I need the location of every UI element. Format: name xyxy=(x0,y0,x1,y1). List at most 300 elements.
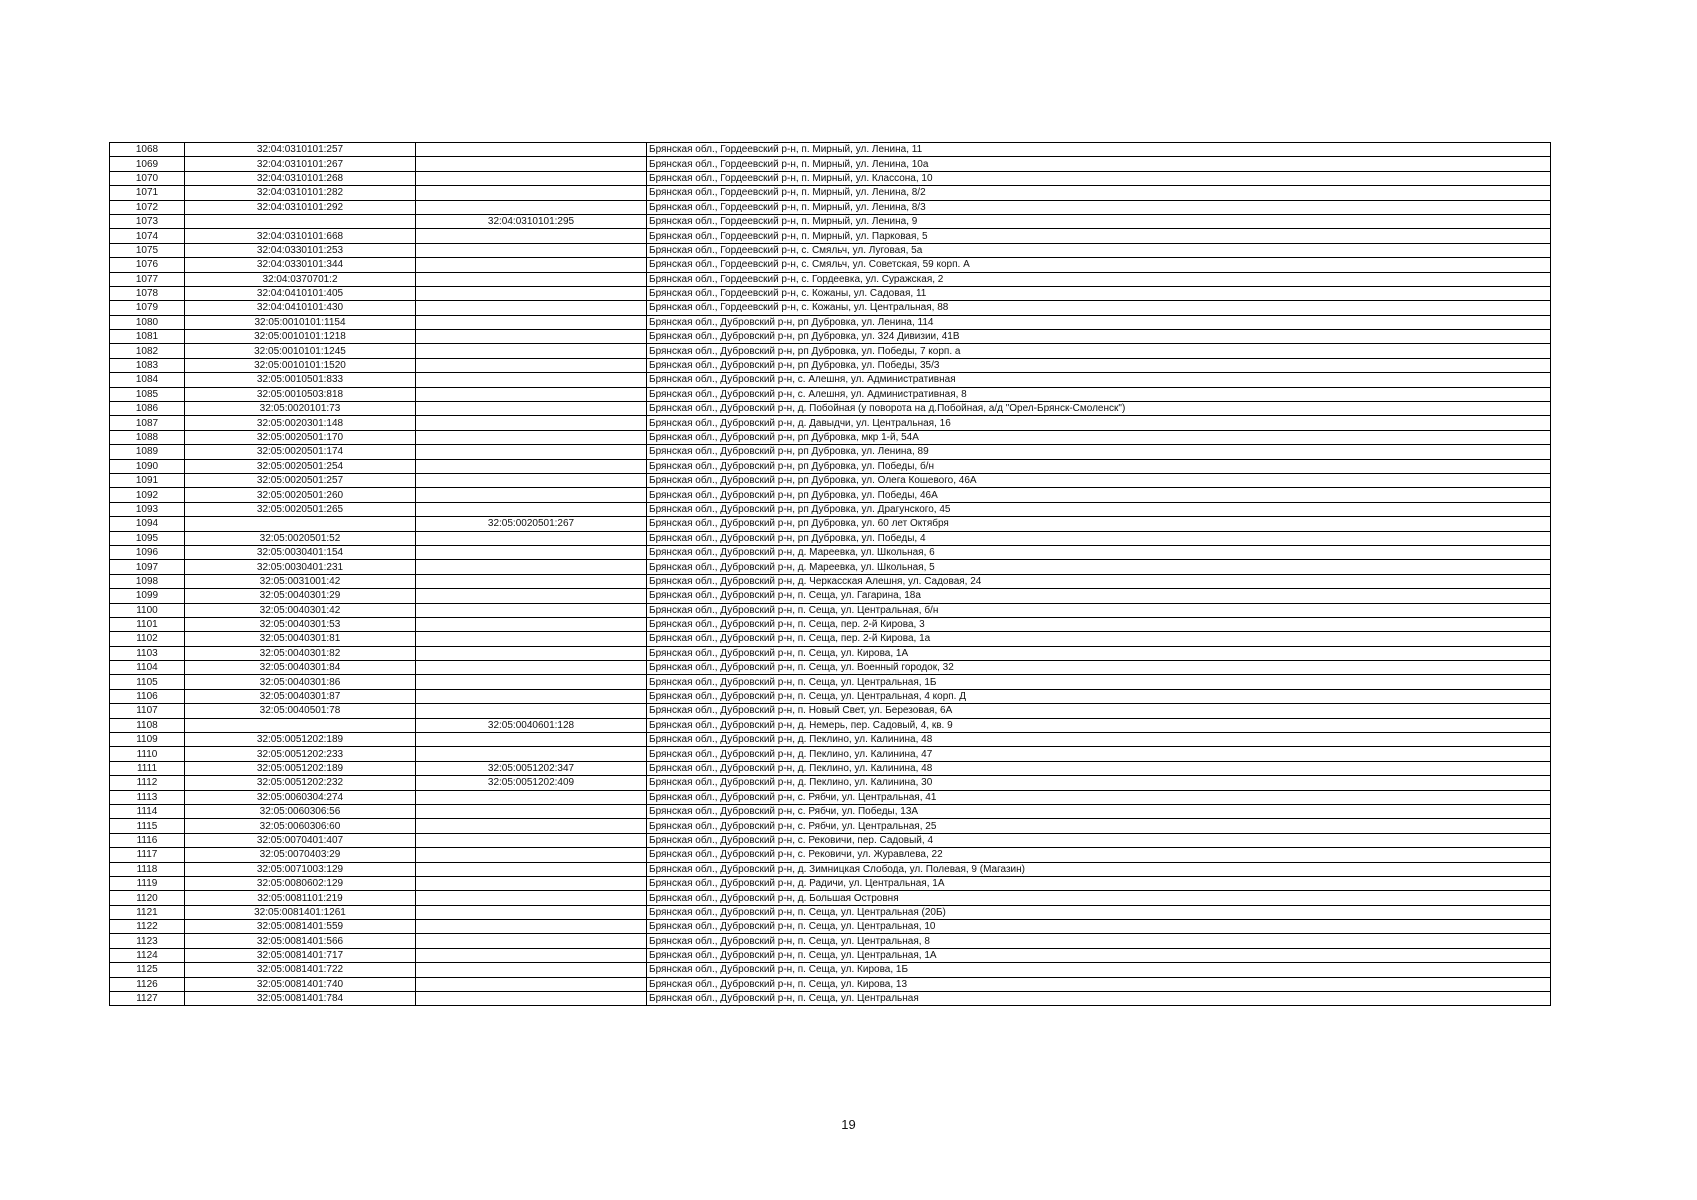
table-row xyxy=(110,430,1551,444)
related-cadastral-number-cell xyxy=(416,905,647,919)
row-number-cell: 1077 xyxy=(110,272,185,286)
address-cell: Брянская обл., Дубровский р-н, п. Сеща, ул. Центральная, 1Б xyxy=(647,675,1551,689)
address-cell: Брянская обл., Дубровский р-н, с. Рябчи, ул. Центральная, 25 xyxy=(647,819,1551,833)
address-cell: Брянская обл., Дубровский р-н, рп Дубровка, ул. Победы, 4 xyxy=(647,531,1551,545)
table-row xyxy=(110,733,1551,747)
address-cell: Брянская обл., Гордеевский р-н, с. Смяльч, ул. Советская, 59 корп. А xyxy=(647,258,1551,272)
table-row xyxy=(110,229,1551,243)
related-cadastral-number-cell xyxy=(416,258,647,272)
table-row xyxy=(110,646,1551,660)
address-cell: Брянская обл., Дубровский р-н, п. Сеща, ул. Центральная, б/н xyxy=(647,603,1551,617)
table-row xyxy=(110,862,1551,876)
related-cadastral-number-cell xyxy=(416,445,647,459)
row-number-cell: 1109 xyxy=(110,733,185,747)
related-cadastral-number-cell xyxy=(416,603,647,617)
cadastral-number-cell: 32:05:0040301:86 xyxy=(185,675,416,689)
related-cadastral-number-cell xyxy=(416,560,647,574)
cadastral-number-cell: 32:05:0070401:407 xyxy=(185,833,416,847)
table-row xyxy=(110,373,1551,387)
table-row xyxy=(110,675,1551,689)
table-row xyxy=(110,344,1551,358)
cadastral-number-cell: 32:05:0020501:254 xyxy=(185,459,416,473)
row-number-cell: 1108 xyxy=(110,718,185,732)
address-cell: Брянская обл., Дубровский р-н, д. Давыдчи, ул. Центральная, 16 xyxy=(647,416,1551,430)
row-number-cell: 1075 xyxy=(110,243,185,257)
table-row xyxy=(110,617,1551,631)
table-row xyxy=(110,876,1551,890)
cadastral-number-cell: 32:05:0081401:559 xyxy=(185,920,416,934)
cadastral-number-cell: 32:05:0010101:1154 xyxy=(185,315,416,329)
address-cell: Брянская обл., Дубровский р-н, с. Рябчи, ул. Центральная, 41 xyxy=(647,790,1551,804)
table-row xyxy=(110,804,1551,818)
table-row xyxy=(110,488,1551,502)
table-row xyxy=(110,517,1551,531)
row-number-cell: 1114 xyxy=(110,804,185,818)
address-cell: Брянская обл., Дубровский р-н, д. Побойная (у поворота на д.Побойная, а/д "Орел-Брянск-Смоленск") xyxy=(647,402,1551,416)
related-cadastral-number-cell xyxy=(416,143,647,157)
table-row xyxy=(110,761,1551,775)
registry-table xyxy=(109,142,1551,1006)
address-cell: Брянская обл., Гордеевский р-н, п. Мирный, ул. Ленина, 10а xyxy=(647,157,1551,171)
related-cadastral-number-cell xyxy=(416,992,647,1006)
row-number-cell: 1127 xyxy=(110,992,185,1006)
table-row xyxy=(110,200,1551,214)
row-number-cell: 1093 xyxy=(110,502,185,516)
address-cell: Брянская обл., Дубровский р-н, рп Дубровка, ул. Ленина, 114 xyxy=(647,315,1551,329)
address-cell: Брянская обл., Дубровский р-н, д. Пеклино, ул. Калинина, 48 xyxy=(647,733,1551,747)
cadastral-number-cell: 32:05:0031001:42 xyxy=(185,574,416,588)
cadastral-number-cell: 32:05:0080602:129 xyxy=(185,876,416,890)
table-row xyxy=(110,330,1551,344)
cadastral-number-cell: 32:05:0040301:84 xyxy=(185,661,416,675)
cadastral-number-cell: 32:04:0410101:405 xyxy=(185,286,416,300)
related-cadastral-number-cell xyxy=(416,200,647,214)
address-cell: Брянская обл., Дубровский р-н, д. Большая Островня xyxy=(647,891,1551,905)
row-number-cell: 1082 xyxy=(110,344,185,358)
address-cell: Брянская обл., Дубровский р-н, рп Дубровка, ул. Победы, 35/3 xyxy=(647,358,1551,372)
table-row xyxy=(110,545,1551,559)
row-number-cell: 1084 xyxy=(110,373,185,387)
related-cadastral-number-cell xyxy=(416,330,647,344)
address-cell: Брянская обл., Дубровский р-н, п. Сеща, ул. Центральная xyxy=(647,992,1551,1006)
related-cadastral-number-cell xyxy=(416,243,647,257)
row-number-cell: 1095 xyxy=(110,531,185,545)
table-row xyxy=(110,387,1551,401)
cadastral-number-cell: 32:05:0020501:260 xyxy=(185,488,416,502)
related-cadastral-number-cell xyxy=(416,920,647,934)
address-cell: Брянская обл., Дубровский р-н, п. Сеща, ул. Центральная (20Б) xyxy=(647,905,1551,919)
cadastral-number-cell: 32:05:0051202:233 xyxy=(185,747,416,761)
address-cell: Брянская обл., Гордеевский р-н, п. Мирный, ул. Ленина, 9 xyxy=(647,214,1551,228)
related-cadastral-number-cell xyxy=(416,589,647,603)
table-row xyxy=(110,531,1551,545)
related-cadastral-number-cell xyxy=(416,531,647,545)
row-number-cell: 1101 xyxy=(110,617,185,631)
related-cadastral-number-cell xyxy=(416,286,647,300)
row-number-cell: 1099 xyxy=(110,589,185,603)
related-cadastral-number-cell xyxy=(416,402,647,416)
row-number-cell: 1071 xyxy=(110,186,185,200)
related-cadastral-number-cell xyxy=(416,459,647,473)
related-cadastral-number-cell: 32:05:0051202:347 xyxy=(416,761,647,775)
cadastral-number-cell: 32:05:0030401:154 xyxy=(185,545,416,559)
cadastral-number-cell: 32:04:0310101:257 xyxy=(185,143,416,157)
table-row xyxy=(110,473,1551,487)
related-cadastral-number-cell xyxy=(416,891,647,905)
table-row xyxy=(110,661,1551,675)
related-cadastral-number-cell xyxy=(416,272,647,286)
cadastral-number-cell: 32:05:0081401:740 xyxy=(185,977,416,991)
related-cadastral-number-cell xyxy=(416,473,647,487)
related-cadastral-number-cell xyxy=(416,804,647,818)
table-row xyxy=(110,934,1551,948)
related-cadastral-number-cell xyxy=(416,416,647,430)
table-row xyxy=(110,776,1551,790)
row-number-cell: 1070 xyxy=(110,171,185,185)
table-row xyxy=(110,459,1551,473)
cadastral-number-cell: 32:04:0330101:344 xyxy=(185,258,416,272)
cadastral-number-cell: 32:05:0040301:29 xyxy=(185,589,416,603)
related-cadastral-number-cell: 32:05:0020501:267 xyxy=(416,517,647,531)
address-cell: Брянская обл., Гордеевский р-н, п. Мирный, ул. Ленина, 8/2 xyxy=(647,186,1551,200)
row-number-cell: 1110 xyxy=(110,747,185,761)
cadastral-number-cell: 32:04:0310101:282 xyxy=(185,186,416,200)
table-row xyxy=(110,214,1551,228)
address-cell: Брянская обл., Дубровский р-н, рп Дубровка, ул. Олега Кошевого, 46А xyxy=(647,473,1551,487)
table-row xyxy=(110,445,1551,459)
table-row xyxy=(110,143,1551,157)
table-row xyxy=(110,157,1551,171)
cadastral-number-cell: 32:05:0071003:129 xyxy=(185,862,416,876)
cadastral-number-cell xyxy=(185,517,416,531)
cadastral-number-cell: 32:05:0070403:29 xyxy=(185,848,416,862)
page-number: 19 xyxy=(841,1117,856,1132)
row-number-cell: 1086 xyxy=(110,402,185,416)
related-cadastral-number-cell xyxy=(416,545,647,559)
related-cadastral-number-cell xyxy=(416,848,647,862)
address-cell: Брянская обл., Гордеевский р-н, п. Мирный, ул. Классона, 10 xyxy=(647,171,1551,185)
address-cell: Брянская обл., Дубровский р-н, п. Сеща, ул. Военный городок, 32 xyxy=(647,661,1551,675)
cadastral-number-cell: 32:05:0020501:52 xyxy=(185,531,416,545)
address-cell: Брянская обл., Дубровский р-н, д. Зимницкая Слобода, ул. Полевая, 9 (Магазин) xyxy=(647,862,1551,876)
row-number-cell: 1105 xyxy=(110,675,185,689)
cadastral-number-cell: 32:05:0081401:722 xyxy=(185,963,416,977)
cadastral-number-cell: 32:05:0010101:1520 xyxy=(185,358,416,372)
table-row xyxy=(110,171,1551,185)
row-number-cell: 1117 xyxy=(110,848,185,862)
cadastral-number-cell: 32:05:0020501:265 xyxy=(185,502,416,516)
address-cell: Брянская обл., Гордеевский р-н, с. Смяльч, ул. Луговая, 5а xyxy=(647,243,1551,257)
table-row xyxy=(110,258,1551,272)
table-row xyxy=(110,402,1551,416)
row-number-cell: 1085 xyxy=(110,387,185,401)
address-cell: Брянская обл., Дубровский р-н, рп Дубровка, ул. Победы, б/н xyxy=(647,459,1551,473)
row-number-cell: 1079 xyxy=(110,301,185,315)
address-cell: Брянская обл., Гордеевский р-н, с. Кожаны, ул. Центральная, 88 xyxy=(647,301,1551,315)
address-cell: Брянская обл., Дубровский р-н, рп Дубровка, ул. Драгунского, 45 xyxy=(647,502,1551,516)
cadastral-number-cell: 32:05:0081401:1261 xyxy=(185,905,416,919)
related-cadastral-number-cell xyxy=(416,733,647,747)
row-number-cell: 1119 xyxy=(110,876,185,890)
related-cadastral-number-cell xyxy=(416,157,647,171)
address-cell: Брянская обл., Гордеевский р-н, п. Мирный, ул. Ленина, 8/3 xyxy=(647,200,1551,214)
table-row xyxy=(110,502,1551,516)
address-cell: Брянская обл., Дубровский р-н, п. Сеща, ул. Кирова, 1А xyxy=(647,646,1551,660)
cadastral-number-cell: 32:05:0040301:87 xyxy=(185,689,416,703)
address-cell: Брянская обл., Дубровский р-н, с. Рековичи, пер. Садовый, 4 xyxy=(647,833,1551,847)
related-cadastral-number-cell xyxy=(416,977,647,991)
cadastral-number-cell: 32:04:0370701:2 xyxy=(185,272,416,286)
row-number-cell: 1081 xyxy=(110,330,185,344)
related-cadastral-number-cell xyxy=(416,387,647,401)
address-cell: Брянская обл., Дубровский р-н, с. Рябчи, ул. Победы, 13А xyxy=(647,804,1551,818)
table-row xyxy=(110,603,1551,617)
table-row xyxy=(110,790,1551,804)
cadastral-number-cell: 32:05:0040301:53 xyxy=(185,617,416,631)
related-cadastral-number-cell xyxy=(416,833,647,847)
cadastral-number-cell: 32:05:0010503:818 xyxy=(185,387,416,401)
address-cell: Брянская обл., Дубровский р-н, рп Дубровка, ул. Ленина, 89 xyxy=(647,445,1551,459)
row-number-cell: 1113 xyxy=(110,790,185,804)
row-number-cell: 1074 xyxy=(110,229,185,243)
table-row xyxy=(110,358,1551,372)
related-cadastral-number-cell xyxy=(416,646,647,660)
related-cadastral-number-cell xyxy=(416,747,647,761)
table-row xyxy=(110,819,1551,833)
address-cell: Брянская обл., Дубровский р-н, рп Дубровка, ул. 324 Дивизии, 41В xyxy=(647,330,1551,344)
table-row xyxy=(110,186,1551,200)
cadastral-number-cell: 32:05:0081101:219 xyxy=(185,891,416,905)
table-row xyxy=(110,589,1551,603)
address-cell: Брянская обл., Дубровский р-н, д. Радичи, ул. Центральная, 1А xyxy=(647,876,1551,890)
row-number-cell: 1116 xyxy=(110,833,185,847)
table-row xyxy=(110,574,1551,588)
table-row xyxy=(110,718,1551,732)
row-number-cell: 1073 xyxy=(110,214,185,228)
row-number-cell: 1106 xyxy=(110,689,185,703)
related-cadastral-number-cell xyxy=(416,574,647,588)
row-number-cell: 1098 xyxy=(110,574,185,588)
cadastral-number-cell: 32:04:0310101:668 xyxy=(185,229,416,243)
cadastral-number-cell: 32:05:0040301:42 xyxy=(185,603,416,617)
address-cell: Брянская обл., Дубровский р-н, д. Пеклино, ул. Калинина, 47 xyxy=(647,747,1551,761)
address-cell: Брянская обл., Дубровский р-н, п. Сеща, ул. Центральная, 8 xyxy=(647,934,1551,948)
cadastral-number-cell: 32:05:0040301:81 xyxy=(185,632,416,646)
address-cell: Брянская обл., Дубровский р-н, п. Сеща, ул. Центральная, 4 корп. Д xyxy=(647,689,1551,703)
row-number-cell: 1087 xyxy=(110,416,185,430)
related-cadastral-number-cell xyxy=(416,502,647,516)
address-cell: Брянская обл., Дубровский р-н, п. Новый Свет, ул. Березовая, 6А xyxy=(647,704,1551,718)
cadastral-number-cell: 32:05:0081401:784 xyxy=(185,992,416,1006)
row-number-cell: 1094 xyxy=(110,517,185,531)
address-cell: Брянская обл., Дубровский р-н, д. Пеклино, ул. Калинина, 30 xyxy=(647,776,1551,790)
table-row xyxy=(110,963,1551,977)
address-cell: Брянская обл., Дубровский р-н, п. Сеща, ул. Центральная, 1А xyxy=(647,948,1551,962)
address-cell: Брянская обл., Дубровский р-н, с. Рековичи, ул. Журавлева, 22 xyxy=(647,848,1551,862)
related-cadastral-number-cell xyxy=(416,229,647,243)
cadastral-number-cell: 32:04:0310101:268 xyxy=(185,171,416,185)
table-row xyxy=(110,920,1551,934)
address-cell: Брянская обл., Дубровский р-н, с. Алешня, ул. Административная xyxy=(647,373,1551,387)
row-number-cell: 1120 xyxy=(110,891,185,905)
cadastral-number-cell: 32:05:0081401:717 xyxy=(185,948,416,962)
related-cadastral-number-cell xyxy=(416,704,647,718)
table-row xyxy=(110,286,1551,300)
row-number-cell: 1068 xyxy=(110,143,185,157)
related-cadastral-number-cell xyxy=(416,963,647,977)
cadastral-number-cell: 32:05:0010101:1218 xyxy=(185,330,416,344)
table-row xyxy=(110,301,1551,315)
cadastral-number-cell xyxy=(185,718,416,732)
row-number-cell: 1083 xyxy=(110,358,185,372)
row-number-cell: 1121 xyxy=(110,905,185,919)
address-cell: Брянская обл., Дубровский р-н, д. Мареевка, ул. Школьная, 5 xyxy=(647,560,1551,574)
row-number-cell: 1100 xyxy=(110,603,185,617)
related-cadastral-number-cell xyxy=(416,358,647,372)
table-row xyxy=(110,891,1551,905)
cadastral-number-cell: 32:05:0020501:257 xyxy=(185,473,416,487)
table-row xyxy=(110,416,1551,430)
cadastral-number-cell: 32:05:0030401:231 xyxy=(185,560,416,574)
row-number-cell: 1090 xyxy=(110,459,185,473)
row-number-cell: 1102 xyxy=(110,632,185,646)
row-number-cell: 1069 xyxy=(110,157,185,171)
cadastral-number-cell: 32:05:0020501:174 xyxy=(185,445,416,459)
related-cadastral-number-cell xyxy=(416,661,647,675)
related-cadastral-number-cell xyxy=(416,632,647,646)
row-number-cell: 1080 xyxy=(110,315,185,329)
cadastral-number-cell: 32:05:0010501:833 xyxy=(185,373,416,387)
table-row xyxy=(110,992,1551,1006)
row-number-cell: 1096 xyxy=(110,545,185,559)
row-number-cell: 1091 xyxy=(110,473,185,487)
related-cadastral-number-cell xyxy=(416,862,647,876)
related-cadastral-number-cell xyxy=(416,617,647,631)
row-number-cell: 1089 xyxy=(110,445,185,459)
cadastral-number-cell: 32:05:0060306:56 xyxy=(185,804,416,818)
address-cell: Брянская обл., Дубровский р-н, рп Дубровка, ул. Победы, 7 корп. а xyxy=(647,344,1551,358)
address-cell: Брянская обл., Гордеевский р-н, п. Мирный, ул. Ленина, 11 xyxy=(647,143,1551,157)
row-number-cell: 1092 xyxy=(110,488,185,502)
row-number-cell: 1126 xyxy=(110,977,185,991)
row-number-cell: 1115 xyxy=(110,819,185,833)
row-number-cell: 1111 xyxy=(110,761,185,775)
related-cadastral-number-cell xyxy=(416,948,647,962)
cadastral-number-cell: 32:05:0060304:274 xyxy=(185,790,416,804)
cadastral-number-cell: 32:05:0020301:148 xyxy=(185,416,416,430)
related-cadastral-number-cell xyxy=(416,790,647,804)
address-cell: Брянская обл., Дубровский р-н, п. Сеща, ул. Гагарина, 18а xyxy=(647,589,1551,603)
related-cadastral-number-cell xyxy=(416,819,647,833)
cadastral-number-cell: 32:05:0051202:189 xyxy=(185,733,416,747)
row-number-cell: 1118 xyxy=(110,862,185,876)
cadastral-number-cell: 32:05:0040501:78 xyxy=(185,704,416,718)
cadastral-number-cell: 32:05:0020101:73 xyxy=(185,402,416,416)
related-cadastral-number-cell xyxy=(416,675,647,689)
address-cell: Брянская обл., Дубровский р-н, д. Черкасская Алешня, ул. Садовая, 24 xyxy=(647,574,1551,588)
row-number-cell: 1122 xyxy=(110,920,185,934)
table-row xyxy=(110,948,1551,962)
related-cadastral-number-cell xyxy=(416,488,647,502)
address-cell: Брянская обл., Дубровский р-н, д. Пеклино, ул. Калинина, 48 xyxy=(647,761,1551,775)
address-cell: Брянская обл., Дубровский р-н, рп Дубровка, мкр 1-й, 54А xyxy=(647,430,1551,444)
row-number-cell: 1097 xyxy=(110,560,185,574)
table-row xyxy=(110,632,1551,646)
table-row xyxy=(110,704,1551,718)
table-row xyxy=(110,689,1551,703)
row-number-cell: 1125 xyxy=(110,963,185,977)
table-row xyxy=(110,272,1551,286)
cadastral-number-cell: 32:05:0020501:170 xyxy=(185,430,416,444)
row-number-cell: 1076 xyxy=(110,258,185,272)
table-row xyxy=(110,905,1551,919)
related-cadastral-number-cell xyxy=(416,876,647,890)
related-cadastral-number-cell: 32:04:0310101:295 xyxy=(416,214,647,228)
address-cell: Брянская обл., Дубровский р-н, д. Немерь, пер. Садовый, 4, кв. 9 xyxy=(647,718,1551,732)
address-cell: Брянская обл., Дубровский р-н, п. Сеща, ул. Кирова, 1Б xyxy=(647,963,1551,977)
cadastral-number-cell: 32:05:0051202:189 xyxy=(185,761,416,775)
related-cadastral-number-cell xyxy=(416,315,647,329)
table-row xyxy=(110,848,1551,862)
related-cadastral-number-cell xyxy=(416,430,647,444)
cadastral-number-cell: 32:04:0310101:292 xyxy=(185,200,416,214)
address-cell: Брянская обл., Дубровский р-н, п. Сеща, ул. Кирова, 13 xyxy=(647,977,1551,991)
cadastral-number-cell: 32:05:0010101:1245 xyxy=(185,344,416,358)
registry-table-body xyxy=(110,143,1551,1006)
cadastral-number-cell: 32:05:0051202:232 xyxy=(185,776,416,790)
address-cell: Брянская обл., Дубровский р-н, п. Сеща, пер. 2-й Кирова, 3 xyxy=(647,617,1551,631)
cadastral-number-cell: 32:05:0040301:82 xyxy=(185,646,416,660)
row-number-cell: 1103 xyxy=(110,646,185,660)
row-number-cell: 1104 xyxy=(110,661,185,675)
related-cadastral-number-cell xyxy=(416,171,647,185)
address-cell: Брянская обл., Гордеевский р-н, с. Кожаны, ул. Садовая, 11 xyxy=(647,286,1551,300)
related-cadastral-number-cell xyxy=(416,689,647,703)
related-cadastral-number-cell xyxy=(416,301,647,315)
address-cell: Брянская обл., Гордеевский р-н, с. Гордеевка, ул. Суражская, 2 xyxy=(647,272,1551,286)
row-number-cell: 1088 xyxy=(110,430,185,444)
related-cadastral-number-cell: 32:05:0040601:128 xyxy=(416,718,647,732)
table-row xyxy=(110,243,1551,257)
row-number-cell: 1072 xyxy=(110,200,185,214)
row-number-cell: 1078 xyxy=(110,286,185,300)
address-cell: Брянская обл., Дубровский р-н, п. Сеща, пер. 2-й Кирова, 1а xyxy=(647,632,1551,646)
cadastral-number-cell: 32:04:0310101:267 xyxy=(185,157,416,171)
cadastral-number-cell: 32:04:0410101:430 xyxy=(185,301,416,315)
related-cadastral-number-cell xyxy=(416,186,647,200)
table-row xyxy=(110,977,1551,991)
address-cell: Брянская обл., Гордеевский р-н, п. Мирный, ул. Парковая, 5 xyxy=(647,229,1551,243)
address-cell: Брянская обл., Дубровский р-н, п. Сеща, ул. Центральная, 10 xyxy=(647,920,1551,934)
cadastral-number-cell: 32:05:0060306:60 xyxy=(185,819,416,833)
address-cell: Брянская обл., Дубровский р-н, с. Алешня, ул. Административная, 8 xyxy=(647,387,1551,401)
row-number-cell: 1112 xyxy=(110,776,185,790)
table-row xyxy=(110,833,1551,847)
cadastral-number-cell: 32:05:0081401:566 xyxy=(185,934,416,948)
row-number-cell: 1124 xyxy=(110,948,185,962)
related-cadastral-number-cell xyxy=(416,934,647,948)
row-number-cell: 1123 xyxy=(110,934,185,948)
cadastral-number-cell: 32:04:0330101:253 xyxy=(185,243,416,257)
address-cell: Брянская обл., Дубровский р-н, рп Дубровка, ул. Победы, 46А xyxy=(647,488,1551,502)
address-cell: Брянская обл., Дубровский р-н, д. Мареевка, ул. Школьная, 6 xyxy=(647,545,1551,559)
table-row xyxy=(110,560,1551,574)
address-cell: Брянская обл., Дубровский р-н, рп Дубровка, ул. 60 лет Октября xyxy=(647,517,1551,531)
related-cadastral-number-cell xyxy=(416,373,647,387)
table-row xyxy=(110,315,1551,329)
cadastral-number-cell xyxy=(185,214,416,228)
row-number-cell: 1107 xyxy=(110,704,185,718)
